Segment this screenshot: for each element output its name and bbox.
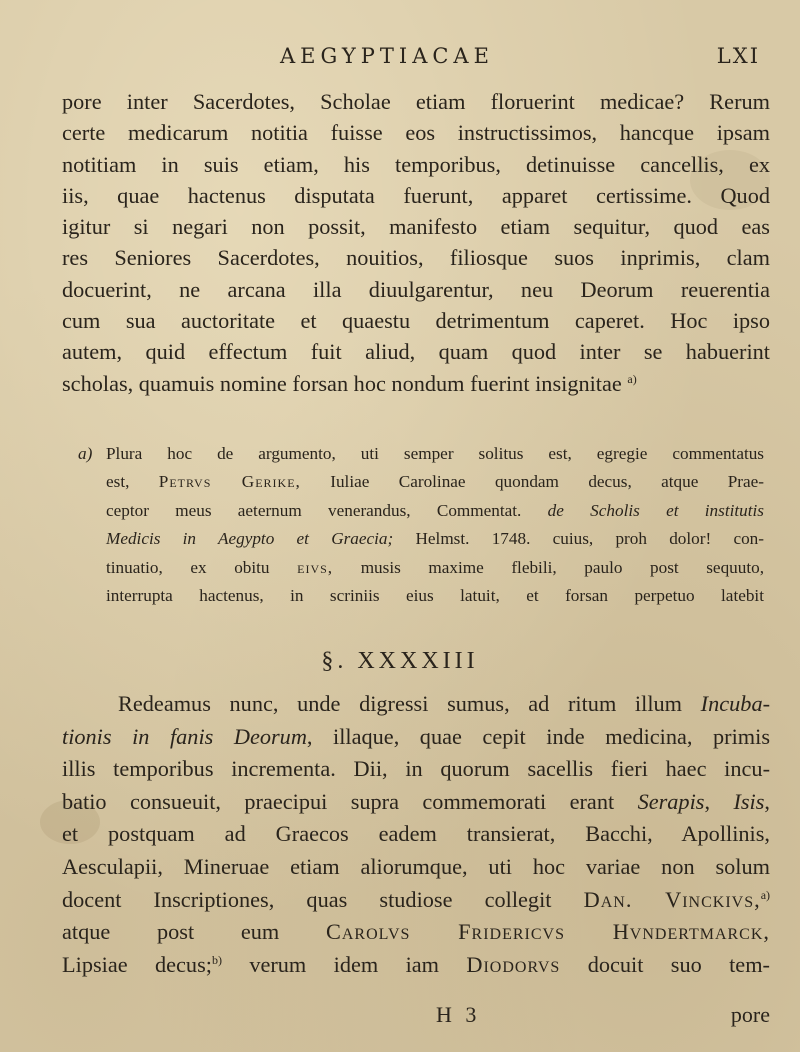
text-segment: , illaque, quae cepit inde medicina, primis [306,723,770,749]
work-title: Medicis in Aegypto et Graecia; [106,529,394,549]
catchword: pore [730,1002,770,1027]
footnote-reference: b) [211,952,222,967]
footnote-text: Iuliae Carolinae quondam decus, atque Prae- [330,472,764,492]
author-name: eivs, [297,557,334,577]
text-line: cum sua auctoritate et quaestu detrimentum caperet. Hoc ipso [62,308,770,334]
section-heading: §. XXXXIII [321,648,479,674]
text-line [62,916,770,949]
footnote-line [78,468,764,496]
footnote-text: musis maxime flebili, paulo post sequuto, [360,557,764,577]
author-name: Diodorvs [466,951,561,977]
footnote-line [78,554,764,582]
text-segment: docent Inscriptiones, quas studiose collegit [62,886,552,912]
footnote [78,440,764,610]
text-segment: , [764,788,770,814]
text-line: iis, quae hactenus disputata fuerunt, apparet certissime. Quod [62,182,770,208]
text-line [62,721,770,754]
text-line: res Seniores Sacerdotes, nouitios, filiosque suos inprimis, clam [62,245,770,271]
text-line: Aesculapii, Mineruae etiam aliorumque, uti hoc variae non solum [62,853,770,879]
text-line [62,884,770,917]
author-name: Carolvs Fridericvs Hvndertmarck, [326,919,770,945]
author-name: Dan. Vinckivs, [583,886,761,912]
text-segment: Redeamus nunc, unde digressi sumus, ad ritum illum [118,691,683,716]
text-segment: docuit suo tem- [587,951,770,977]
text-line [62,368,770,399]
text-line [62,786,770,819]
text-segment: Lipsiae decus; [62,951,212,977]
text-line: docuerint, ne arcana illa diuulgarentur, neu Deorum reuerentia [62,276,770,302]
text-line: pore inter Sacerdotes, Scholae etiam floruerint medicae? Rerum [62,89,770,114]
text-segment: , [704,788,711,814]
text-line: igitur si negari non possit, manifesto etiam sequitur, quod eas [62,214,770,240]
footnote-marker: a) [78,444,93,463]
footnote-text: est, [106,472,130,492]
footnote-line [78,525,764,553]
text-segment: batio consueuit, praecipui supra commemorati erant [62,788,615,814]
footnote-reference: a) [760,887,770,902]
footnote-line [78,497,764,525]
footnote-line: interrupta hactenus, in scriniis eius latuit, et forsan perpetuo latebit [106,586,764,606]
paragraph-continuation [62,86,770,399]
italic-term: Isis [733,788,765,814]
work-title: de Scholis et institutis [547,500,764,520]
italic-term: Serapis [637,788,705,814]
text-line-content: scholas, quamuis nomine forsan hoc nondum fuerint insignitae [62,370,622,396]
author-name: Petrvs Gerike, [158,472,301,492]
running-title: AEGYPTIACAE [280,44,494,68]
footnote-line [78,440,764,468]
text-line: et postquam ad Graecos eadem transierat, Bacchi, Apollinis, [62,821,770,847]
page-footer [62,1002,770,1034]
footnote-text: Helmst. 1748. cuius, proh dolor! con- [415,529,764,549]
text-segment: atque post eum [62,919,280,945]
footnote-text: tinuatio, ex obitu [106,557,270,577]
page-header [60,44,760,78]
text-line: illis temporibus incrementa. Dii, in quorum sacellis fieri haec incu- [62,756,770,782]
text-segment: verum idem iam [249,951,440,977]
signature-mark: H 3 [436,1002,481,1027]
text-line [62,949,770,982]
italic-term: Incuba- [700,691,770,716]
page-number: LXI [716,44,760,68]
text-line: autem, quid effectum fuit aliud, quam quod inter se habuerint [62,339,770,365]
text-line: certe medicarum notitia fuisse eos instructissimos, hancque ipsam [62,120,770,146]
footnote-text: Plura hoc de argumento, uti semper solitus est, egregie commentatus [106,444,764,463]
paragraph-section [62,688,770,981]
footnote-text: ceptor meus aeternum venerandus, Commentat. [106,500,522,520]
italic-term: tionis in fanis Deorum [62,723,307,749]
footnote-reference: a) [627,371,637,386]
text-line [62,688,770,721]
text-line: notitiam in suis etiam, his temporibus, detinuisse cancellis, ex [62,151,770,177]
